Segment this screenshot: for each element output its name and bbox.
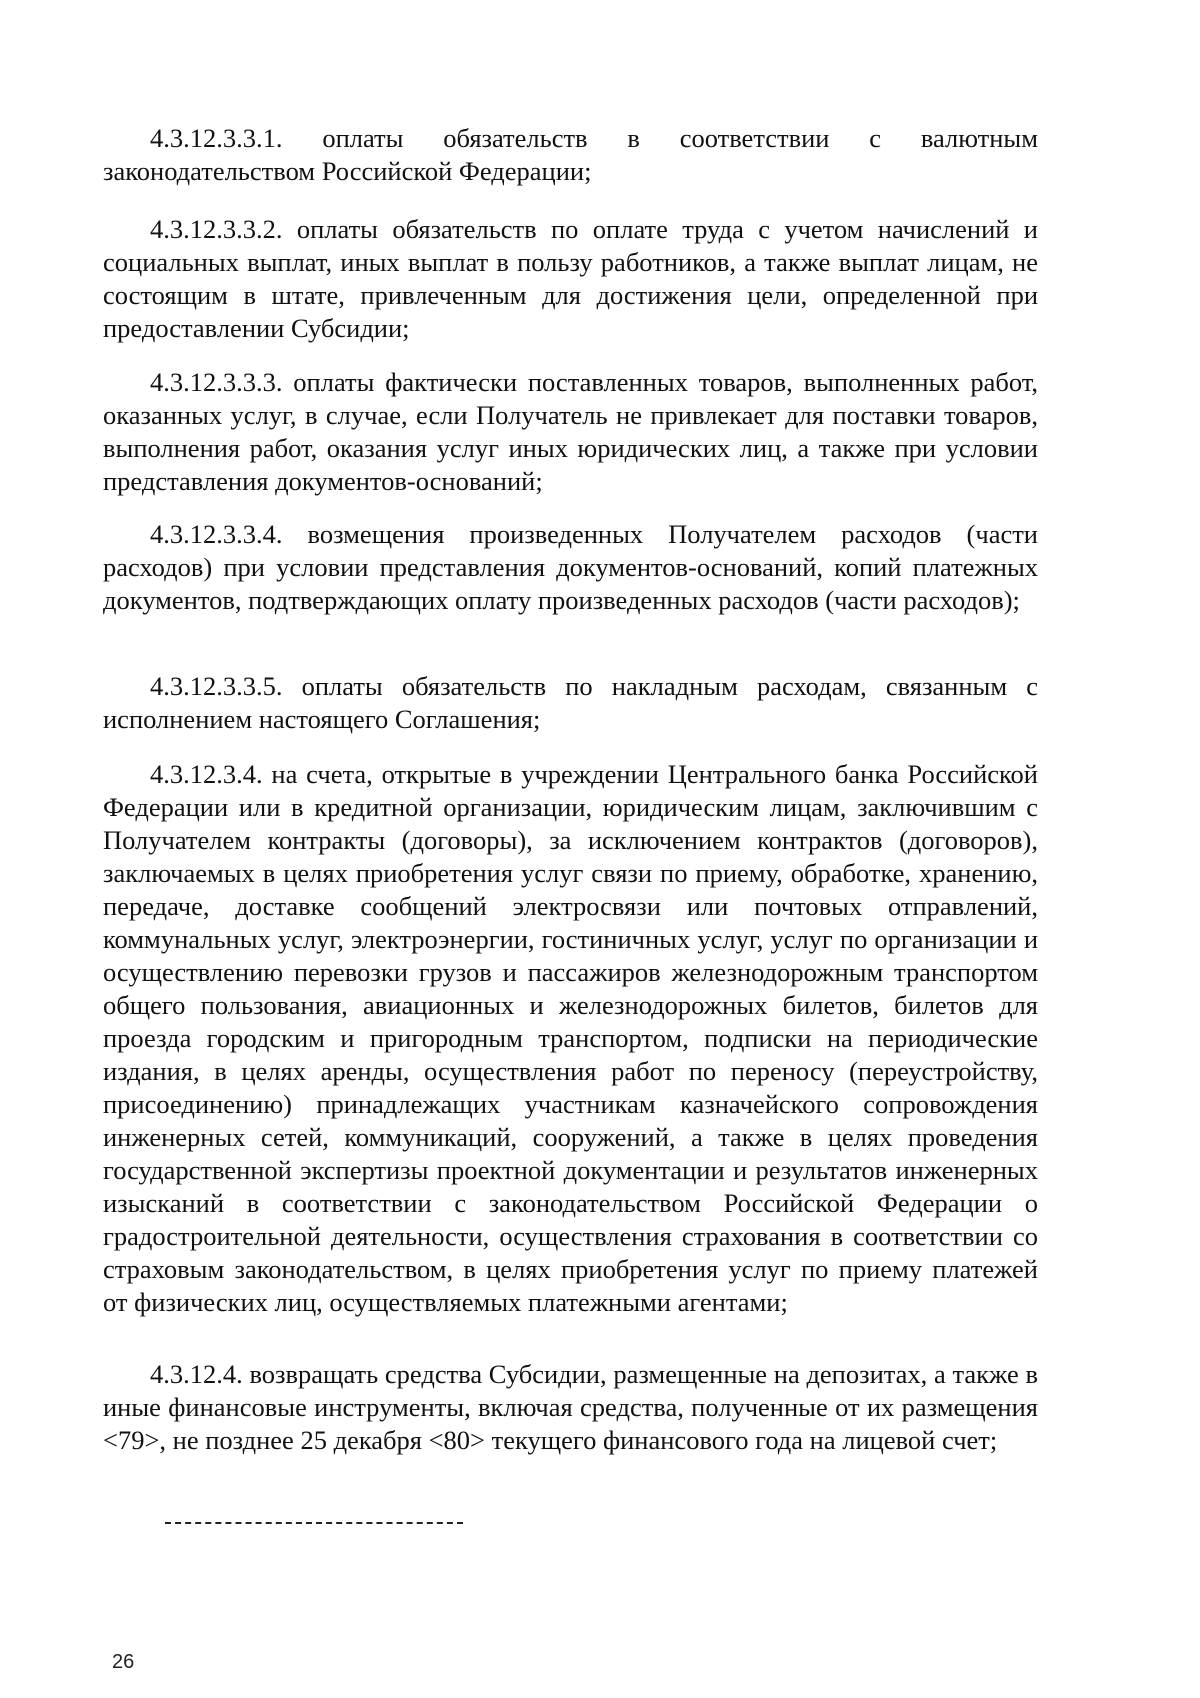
paragraph-4-3-12-3-3-3: 4.3.12.3.3.3. оплаты фактически поставленных товаров, выполненных работ, оказанных услуг, в случае, если Получатель не привлекает для поставки товаров, выполнения работ, оказания услуг иных юридических лиц, а также при условии представления документов-оснований; (103, 367, 1038, 496)
footnote-separator (165, 1522, 463, 1524)
paragraph-4-3-12-3-3-2: 4.3.12.3.3.2. оплаты обязательств по оплате труда с учетом начислений и социальных выплат, иных выплат в пользу работников, а также выплат лицам, не состоящим в штате, привлеченным для достижения цели, определенной при предоставлении Субсидии; (103, 214, 1038, 343)
page-number: 26 (112, 1651, 135, 1673)
paragraph-4-3-12-4: 4.3.12.4. возвращать средства Субсидии, размещенные на депозитах, а также в иные финансовые инструменты, включая средства, полученные от их размещения <79>, не позднее 25 декабря <80> текущего финансового года на лицевой счет; (103, 1359, 1038, 1455)
paragraph-4-3-12-3-3-1: 4.3.12.3.3.1. оплаты обязательств в соответствии с валютным законодательством Российской Федерации; (103, 123, 1038, 186)
paragraph-4-3-12-3-3-4: 4.3.12.3.3.4. возмещения произведенных Получателем расходов (части расходов) при условии представления документов-оснований, копий платежных документов, подтверждающих оплату произведенных расходов (части расходов); (103, 519, 1038, 615)
paragraph-4-3-12-3-4: 4.3.12.3.4. на счета, открытые в учреждении Центрального банка Российской Федерации или в кредитной организации, юридическим лицам, заключившим с Получателем контракты (договоры), за исключением контрактов (договоров), заключаемых в целях приобретения услуг связи по приему, обработке, хранению, передаче, доставке сообщений электросвязи или почтовых отправлений, коммунальных услуг, электроэнергии, гостиничных услуг, услуг по организации и осуществлению перевозки грузов и пассажиров железнодорожным транспортом общего пользования, авиационных и железнодорожных билетов, билетов для проезда городским и пригородным транспортом, подписки на периодические издания, в целях аренды, осуществления работ по переносу (переустройству, присоединению) принадлежащих участникам казначейского сопровождения инженерных сетей, коммуникаций, сооружений, а также в целях проведения государственной экспертизы проектной документации и результатов инженерных изысканий в соответствии с законодательством Российской Федерации о градостроительной деятельности, осуществления страхования в соответствии со страховым законодательством, в целях приобретения услуг по приему платежей от физических лиц, осуществляемых платежными агентами; (103, 759, 1038, 1317)
paragraph-4-3-12-3-3-5: 4.3.12.3.3.5. оплаты обязательств по накладным расходам, связанным с исполнением настоящего Соглашения; (103, 671, 1038, 734)
